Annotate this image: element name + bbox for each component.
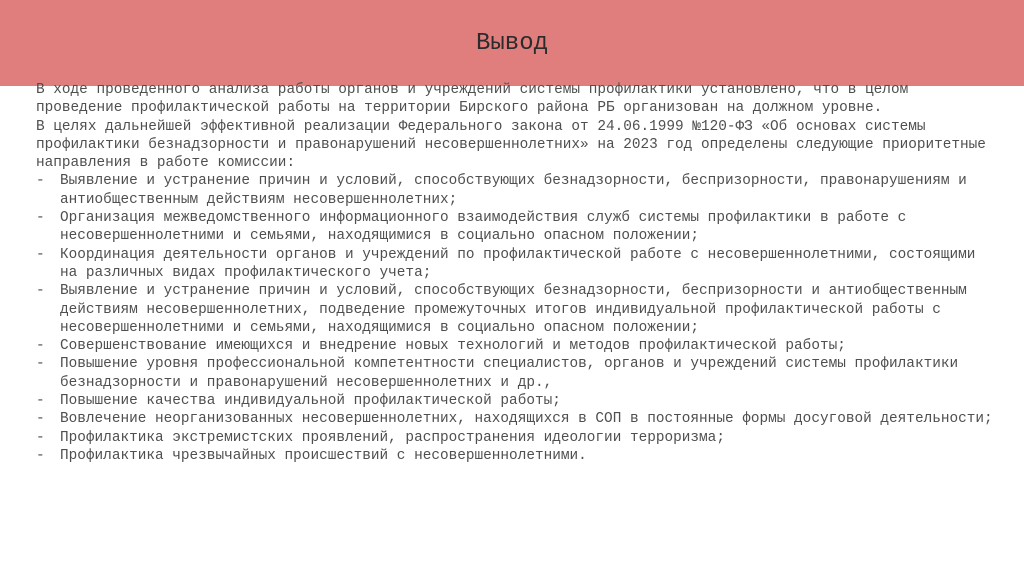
bullet-dash: -	[36, 338, 45, 355]
bullet-dash: -	[36, 447, 45, 464]
list-item-text: Координация деятельности органов и учреждений по профилактической работе с несовершеннолетними, состоящими на различных видах профилактического учета;	[60, 246, 976, 281]
intro-paragraph: В ходе проведенного анализа работы органов и учреждений системы профилактики установлено, что в целом проведение профилактической работы на территории Бирского района РБ организован на должном уровне.	[36, 82, 917, 117]
list-item	[36, 429, 996, 447]
bullet-dash: -	[36, 393, 45, 410]
slide-title: Вывод	[475, 30, 548, 57]
list-item	[36, 410, 996, 428]
list-item-text: Выявление и устранение причин и условий, способствующих безнадзорности, беспризорности и антиобщественным действиям несовершеннолетних, подведение промежуточных итогов индивидуальной профилактической работы с несовершеннолетними и семьями, находящимися в социально опасном положении;	[60, 283, 967, 336]
list-item-text: Профилактика чрезвычайных происшествий с несовершеннолетними.	[60, 447, 587, 464]
bullet-dash: -	[36, 356, 45, 373]
list-item-text: Повышение качества индивидуальной профилактической работы;	[60, 393, 561, 410]
bullet-dash: -	[36, 246, 45, 263]
list-item	[36, 355, 996, 392]
list-item-text: Профилактика экстремистских проявлений, распространения идеологии терроризма;	[60, 429, 725, 446]
list-item	[36, 337, 996, 355]
bullet-dash: -	[36, 283, 45, 300]
list-item	[36, 392, 996, 410]
list-item	[36, 172, 996, 209]
list-item-text: Вовлечение неорганизованных несовершеннолетних, находящихся в СОП в постоянные формы досуговой деятельности;	[60, 411, 993, 428]
bullet-dash: -	[36, 429, 45, 446]
list-item-text: Повышение уровня профессиональной компетентности специалистов, органов и учреждений системы профилактики безнадзорности и правонарушений несовершеннолетних и др.,	[60, 356, 959, 391]
bullet-dash: -	[36, 411, 45, 428]
list-item-text: Выявление и устранение причин и условий, способствующих безнадзорности, беспризорности, правонарушениям и антиобщественным действиям несовершеннолетних;	[60, 173, 967, 208]
bullet-dash: -	[36, 173, 45, 190]
list-item	[36, 282, 996, 337]
goals-paragraph: В целях дальнейшей эффективной реализации Федерального закона от 24.06.1999 №120-ФЗ «Об основах системы профилактики безнадзорности и правонарушений несовершеннолетних» на 2023 год определены следующие приоритетные направления в работе комиссии:	[36, 118, 995, 172]
list-item	[36, 246, 996, 283]
list-item	[36, 447, 996, 465]
list-item	[36, 209, 996, 246]
slide-body	[36, 81, 996, 465]
bullet-dash: -	[36, 210, 45, 227]
list-item-text: Организация межведомственного информационного взаимодействия служб системы профилактики в работе с несовершеннолетними и семьями, находящимися в социально опасном положении;	[60, 210, 907, 245]
list-item-text: Совершенствование имеющихся и внедрение новых технологий и методов профилактической работы;	[60, 338, 846, 355]
